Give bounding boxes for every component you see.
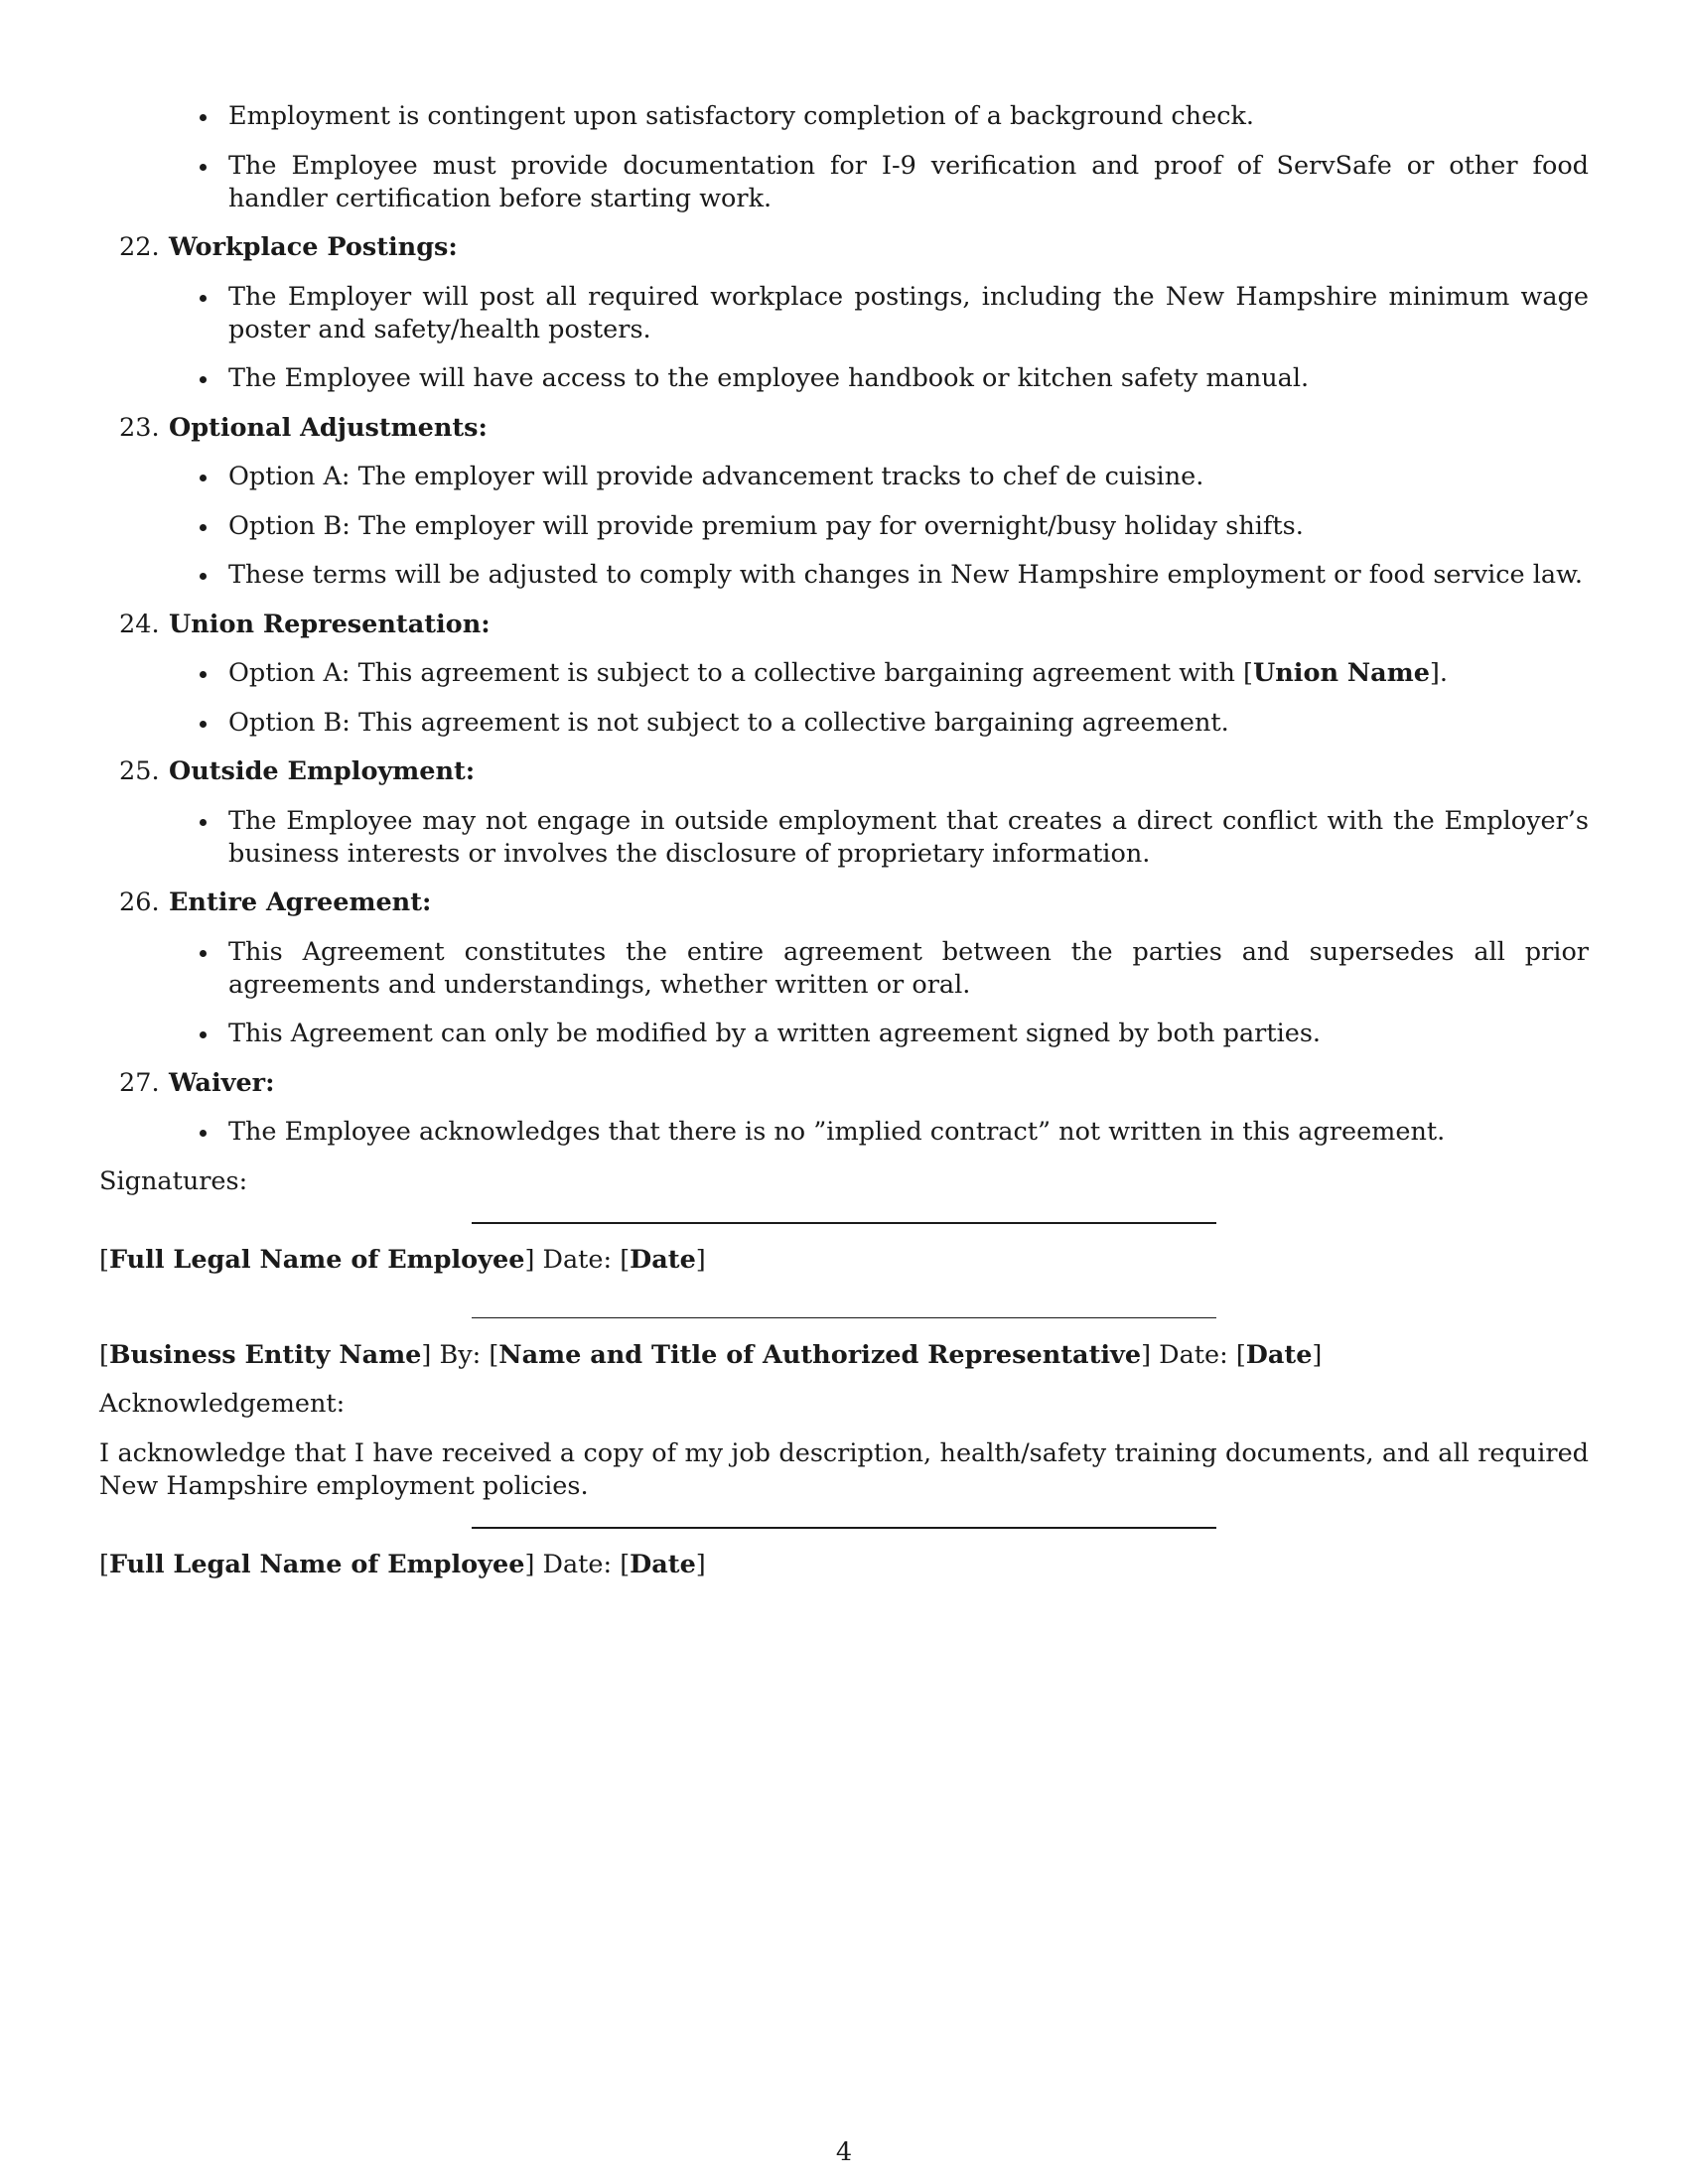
list-item: The Employee acknowledges that there is no ”implied contract” not written in this agreement. xyxy=(99,1116,1589,1149)
acknowledgement-signature-caption: [Full Legal Name of Employee] Date: [Date] xyxy=(99,1549,706,1579)
list-item: This Agreement can only be modified by a written agreement signed by both parties. xyxy=(99,1018,1589,1050)
section-24-list xyxy=(99,657,1589,740)
list-item: Option B: The employer will provide premium pay for overnight/busy holiday shifts. xyxy=(99,510,1589,543)
section-27-heading: 27. Waiver: xyxy=(119,1067,275,1098)
list-item: The Employer will post all required workplace postings, including the New Hampshire minimum wage poster and safety/health posters. xyxy=(99,281,1589,346)
employee-signature-caption: [Full Legal Name of Employee] Date: [Date] xyxy=(99,1244,706,1275)
list-item: Employment is contingent upon satisfactory completion of a background check. xyxy=(99,100,1589,133)
document-page xyxy=(99,0,1589,2184)
employer-signature-caption: [Business Entity Name] By: [Name and Title of Authorized Representative] Date: [Date] xyxy=(99,1339,1323,1370)
signatures-label: Signatures: xyxy=(99,1165,248,1196)
acknowledgement-text: I acknowledge that I have received a copy of my job description, health/safety training documents, and all required New Hampshire employment policies. xyxy=(99,1437,1589,1501)
list-item: Option B: This agreement is not subject to a collective bargaining agreement. xyxy=(99,707,1589,740)
list-item: The Employee may not engage in outside employment that creates a direct conflict with the Employer’s business interests or involves the disclosure of proprietary information. xyxy=(99,805,1589,871)
section-26-heading: 26. Entire Agreement: xyxy=(119,887,432,917)
acknowledgement-label: Acknowledgement: xyxy=(99,1389,346,1419)
section-25-list xyxy=(99,805,1589,871)
list-item: The Employee will have access to the employee handbook or kitchen safety manual. xyxy=(99,362,1589,395)
section-27-list xyxy=(99,1116,1589,1149)
section-26-list xyxy=(99,936,1589,1051)
section-23-list xyxy=(99,461,1589,592)
section-25-heading: 25. Outside Employment: xyxy=(119,756,476,786)
list-item: The Employee must provide documentation for I-9 verification and proof of ServSafe or other food handler certification before starting work. xyxy=(99,150,1589,215)
section-22-list xyxy=(99,281,1589,396)
employee-signature-line xyxy=(472,1222,1216,1224)
continued-bullet-list xyxy=(99,100,1589,215)
employer-signature-line xyxy=(472,1317,1216,1318)
list-item: Option A: The employer will provide advancement tracks to chef de cuisine. xyxy=(99,461,1589,493)
section-22-heading: 22. Workplace Postings: xyxy=(119,232,458,262)
section-23-heading: 23. Optional Adjustments: xyxy=(119,412,488,443)
union-name-placeholder: Union Name xyxy=(1252,658,1430,688)
page-number: 4 xyxy=(835,2137,853,2167)
acknowledgement-signature-line xyxy=(472,1527,1216,1529)
section-24-heading: 24. Union Representation: xyxy=(119,609,491,639)
list-item: Option A: This agreement is subject to a collective bargaining agreement with [Union Name]. xyxy=(99,657,1589,690)
list-item: These terms will be adjusted to comply with changes in New Hampshire employment or food service law. xyxy=(99,559,1589,592)
list-item: This Agreement constitutes the entire agreement between the parties and supersedes all prior agreements and understandings, whether written or oral. xyxy=(99,936,1589,1002)
